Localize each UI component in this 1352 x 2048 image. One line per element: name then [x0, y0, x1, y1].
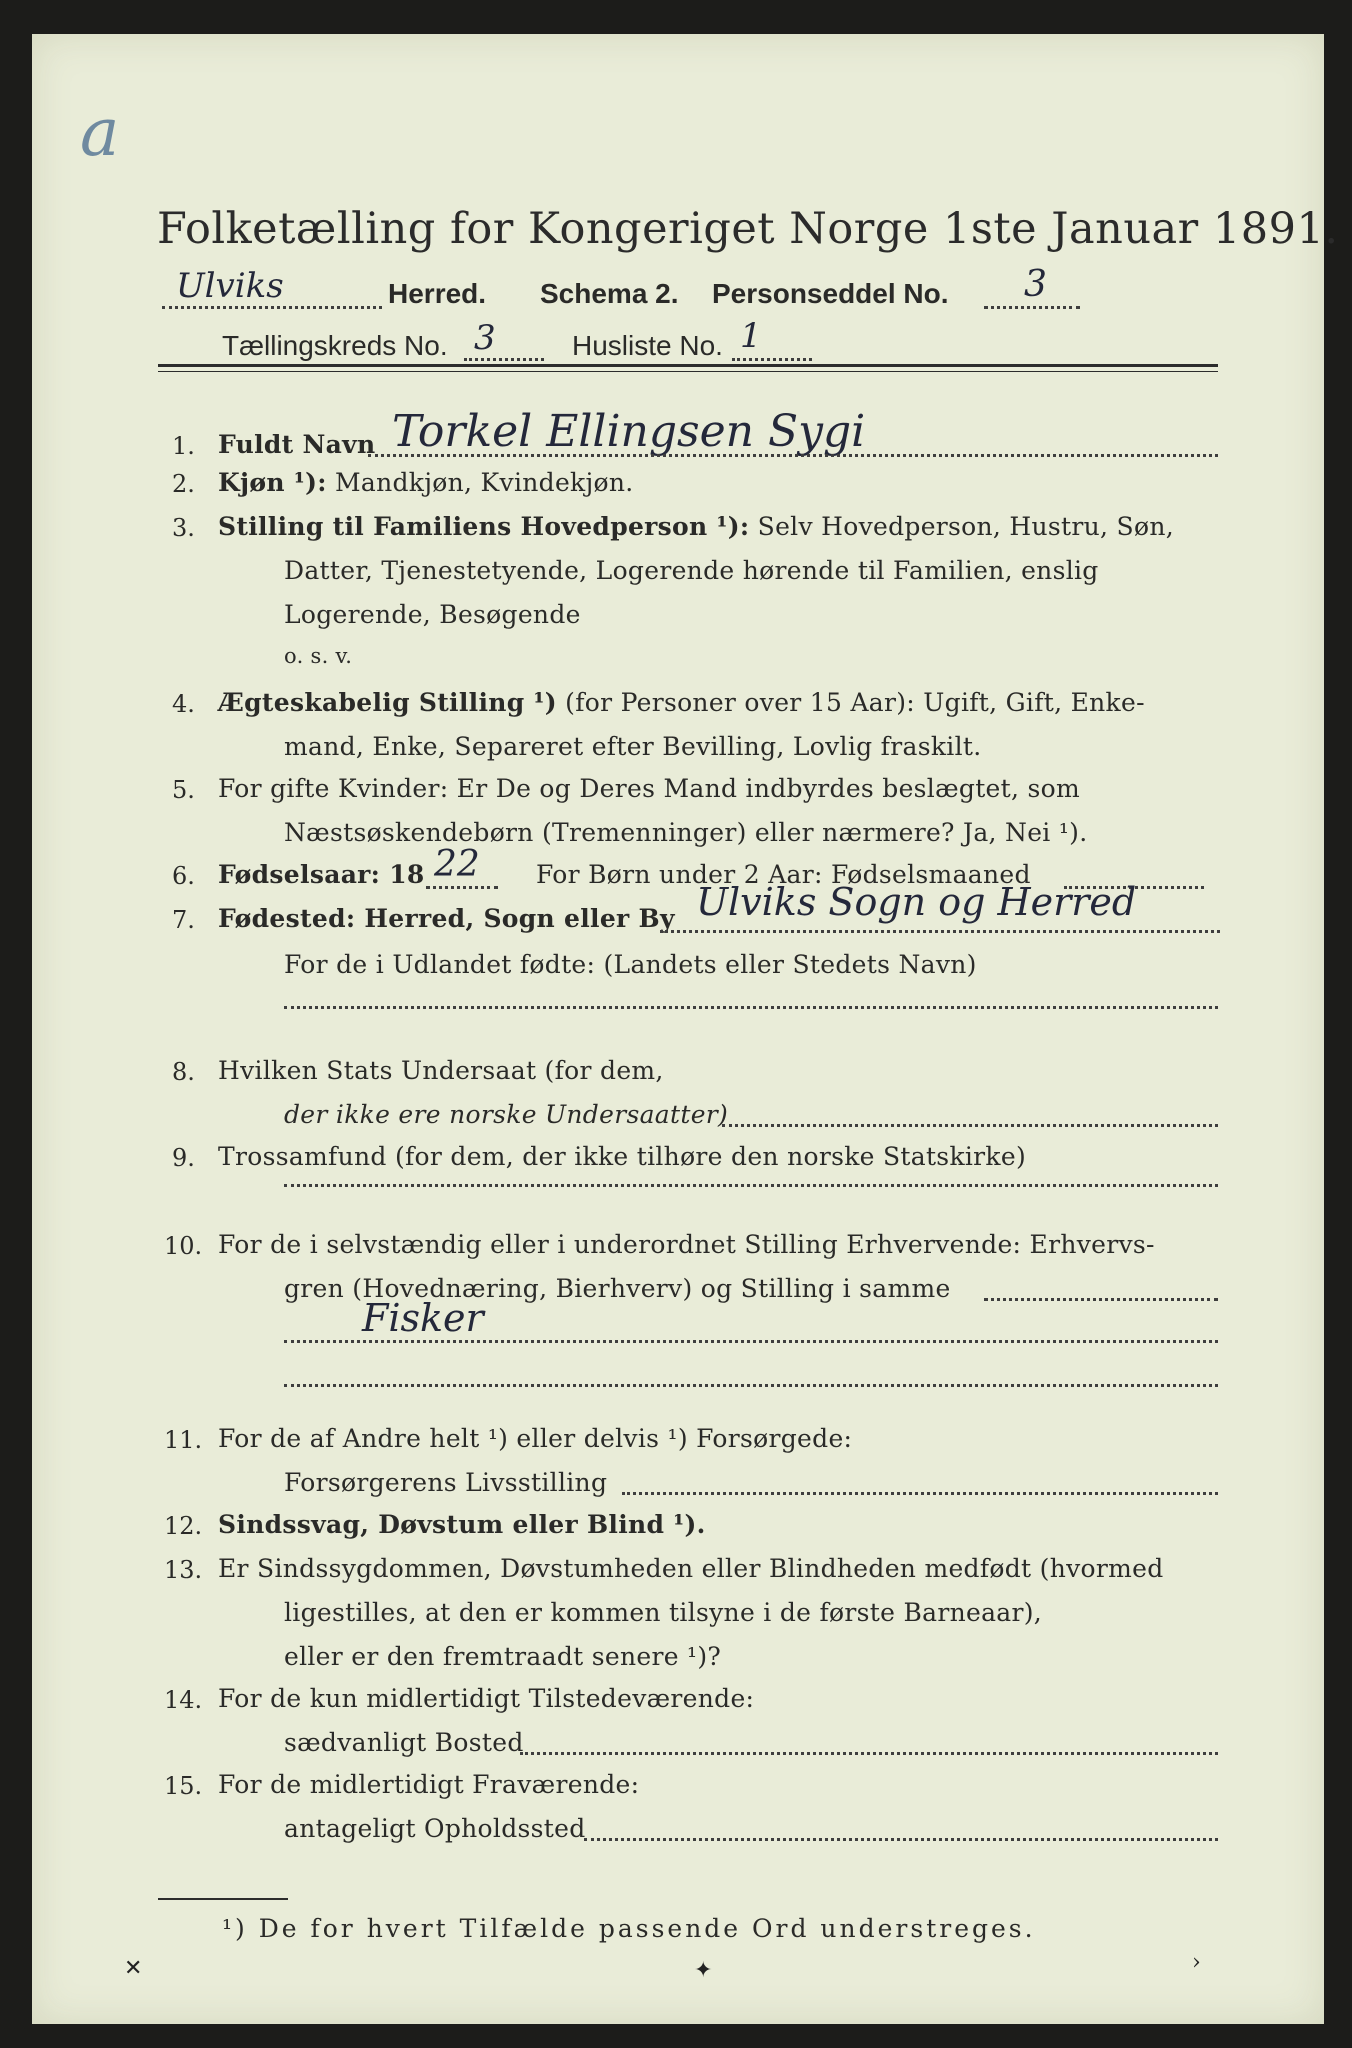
q3-label: Stilling til Familiens Hovedperson ¹): [218, 512, 750, 541]
q6-year-answer: 22 [434, 844, 480, 885]
schema-label: Schema 2. [540, 278, 679, 309]
q4-label: Ægteskabelig Stilling ¹) [218, 688, 557, 717]
q14-line1: For de kun midlertidigt Tilstedeværende: [218, 1684, 755, 1713]
q3-number: 3. [172, 514, 195, 542]
q12-number: 12. [164, 1512, 203, 1540]
personseddel-label: Personseddel No. [712, 278, 949, 309]
personseddel-number: 3 [1024, 264, 1047, 305]
q11-line1: For de af Andre helt ¹) eller delvis ¹) Forsørgede: [218, 1424, 853, 1453]
q4-line2: mand, Enke, Separeret efter Bevilling, Lovlig fraskilt. [284, 732, 982, 761]
q2-line [218, 468, 634, 497]
q15-line2: antageligt Opholdssted [284, 1814, 586, 1843]
q10-answer-occupation: Fisker [362, 1296, 484, 1340]
header-rule-bottom [158, 371, 1218, 372]
taellingskreds-label: Tællingskreds No. [222, 330, 448, 361]
q1-label: Fuldt Navn [218, 430, 376, 459]
q15-line1: For de midlertidigt Fraværende: [218, 1770, 640, 1799]
q14-number: 14. [164, 1686, 203, 1714]
herred-field [162, 266, 382, 308]
q1-answer-name: Torkel Ellingsen Sygi [392, 406, 866, 457]
q8-line1: Hvilken Stats Undersaat (for dem, [218, 1056, 664, 1085]
q7-answer-birthplace: Ulviks Sogn og Herred [696, 880, 1137, 924]
q7-number: 7. [172, 906, 195, 934]
q13-line1: Er Sindssygdommen, Døvstumheden eller Blindheden medfødt (hvormed [218, 1554, 1164, 1583]
q10-line2: gren (Hovednæring, Bierhverv) og Stilling i samme [284, 1274, 951, 1303]
husliste-number: 1 [740, 316, 762, 356]
q6-number: 6. [172, 862, 195, 890]
husliste-label: Husliste No. [572, 330, 723, 361]
margin-mark-left: ✕ [124, 1956, 143, 1981]
q3-line1-text: Selv Hovedperson, Hustru, Søn, [757, 512, 1174, 541]
q15-number: 15. [164, 1772, 203, 1800]
footnote-rule [158, 1898, 288, 1900]
census-form-sheet [32, 34, 1339, 2024]
q11-line2: Forsørgerens Livsstilling [284, 1468, 608, 1497]
q1-number: 1. [172, 432, 195, 460]
q3-line4: o. s. v. [284, 644, 353, 668]
q2-number: 2. [172, 470, 195, 498]
q5-number: 5. [172, 776, 195, 804]
corner-handwritten-mark: a [80, 94, 120, 171]
q8-number: 8. [172, 1058, 195, 1086]
q10-number: 10. [164, 1232, 203, 1260]
margin-mark-right: › [1192, 1950, 1201, 1975]
q5-line1: For gifte Kvinder: Er De og Deres Mand indbyrdes beslægtet, som [218, 774, 1080, 803]
q5-line2: Næstsøskendebørn (Tremenninger) eller nærmere? Ja, Nei ¹). [284, 818, 1088, 847]
herred-label: Herred. [388, 278, 487, 309]
q9-line1: Trossamfund (for dem, der ikke tilhøre den norske Statskirke) [218, 1142, 1027, 1171]
personseddel-field [984, 264, 1080, 310]
q11-number: 11. [164, 1426, 203, 1454]
q3-line2: Datter, Tjenestetyende, Logerende hørende til Familien, enslig [284, 556, 1099, 585]
q3-line1 [218, 512, 1174, 541]
q4-line1-text: (for Personer over 15 Aar): Ugift, Gift, Enke- [565, 688, 1145, 717]
q4-number: 4. [172, 690, 195, 718]
herred-handwritten: Ulviks [176, 266, 284, 306]
margin-mark-center: ✦ [694, 1958, 713, 1983]
q3-line3: Logerende, Besøgende [284, 600, 581, 629]
q2-options: Mandkjøn, Kvindekjøn. [335, 468, 634, 497]
q13-line2: ligestilles, at den er kommen tilsyne i de første Barneaar), [284, 1598, 1043, 1627]
q13-number: 13. [164, 1556, 203, 1584]
footnote: ¹) De for hvert Tilfælde passende Ord understreges. [222, 1914, 1036, 1943]
q2-label: Kjøn ¹): [218, 468, 327, 497]
q7-label: Fødested: Herred, Sogn eller By [218, 904, 675, 933]
q6-label: Fødselsaar: 18 [218, 860, 425, 889]
q14-line2: sædvanligt Bosted [284, 1728, 524, 1757]
q13-line3: eller er den fremtraadt senere ¹)? [284, 1642, 722, 1671]
form-title: Folketælling for Kongeriget Norge 1ste Januar 1891. [157, 204, 1339, 254]
header-rule-top [158, 364, 1218, 367]
q6-extra: For Børn under 2 Aar: Fødselsmaaned [536, 860, 1031, 889]
q9-number: 9. [172, 1144, 195, 1172]
husliste-field [732, 316, 812, 362]
taellingskreds-field [464, 318, 544, 362]
q12-line1: Sindssvag, Døvstum eller Blind ¹). [218, 1510, 706, 1539]
q4-line1 [218, 688, 1145, 717]
q10-line1: For de i selvstændig eller i underordnet Stilling Erhvervende: Erhvervs- [218, 1230, 1155, 1259]
q7-line2: For de i Udlandet fødte: (Landets eller Stedets Navn) [284, 950, 977, 979]
q8-line2: der ikke ere norske Undersaatter) [284, 1100, 729, 1129]
taellingskreds-number: 3 [474, 318, 496, 358]
